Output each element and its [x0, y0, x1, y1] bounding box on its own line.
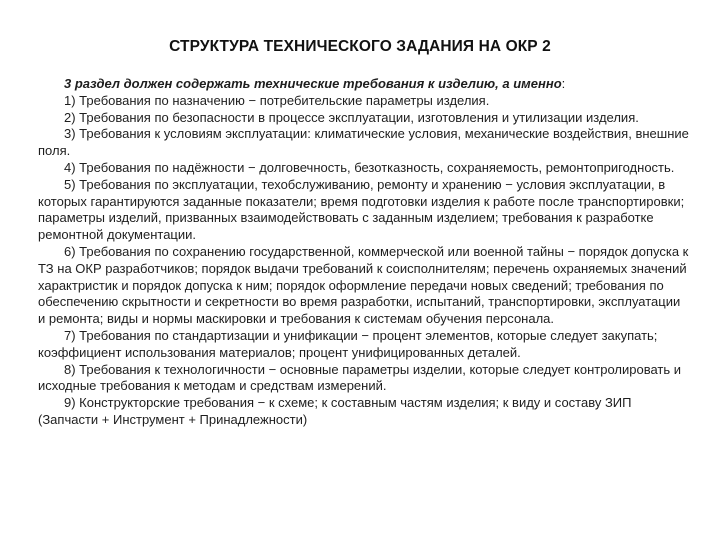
requirement-item-7: 7) Требования по стандартизации и унификации − процент элементов, которые следует закупать; коэффициент использования материалов; процент унифицированных деталей.	[38, 327, 658, 360]
requirement-item-6: 6) Требования по сохранению государственной, коммерческой или военной тайны − порядок допуска к ТЗ на ОКР разработчиков; порядок выдачи требований к соисполнителям; перечень охраняемых значений характристик и порядок допуска к ним; порядок оформление передачи новых сведений; требования по обеспечению скрытности и секретности во время разработки, испытаний, транспортировки, эксплуатации и ремонта; виды и нормы маскировки и требования к системам обучения персонала.	[38, 243, 689, 327]
slide-body	[38, 76, 690, 429]
requirement-item-9: 9) Конструкторские требования − к схеме; к составным частям изделия; к виду и составу ЗИП (Запчасти + Инструмент + Принадлежности)	[38, 395, 632, 427]
intro-colon: :	[561, 76, 566, 91]
requirement-item-8: 8) Требования к технологичности − основные параметры изделии, которые следует контролировать и исходные требования к методам и средствам измерений.	[38, 361, 682, 394]
slide-title: СТРУКТУРА ТЕХНИЧЕСКОГО ЗАДАНИЯ НА ОКР 2	[169, 38, 551, 55]
intro-paragraph	[38, 76, 690, 93]
requirement-item-3: 3) Требования к условиям эксплуатации: климатические условия, механические воздействия, внешние поля.	[38, 126, 689, 159]
requirement-item-1: 1) Требования по назначению − потребительские параметры изделия.	[64, 92, 490, 108]
requirement-item-2: 2) Требования по безопасности в процессе эксплуатации, изготовления и утилизации изделия.	[64, 109, 639, 125]
requirement-item-5: 5) Требования по эксплуатации, техобслуживанию, ремонту и хранению − условия эксплуатации, в которых гарантируются заданные показатели; время подготовки изделия к работе после транспортировки; параметры изделий, призванных взаимодействовать с заданным изделием; требования к разработке ремонтной документации.	[38, 176, 685, 243]
intro-emphasis: 3 раздел должен содержать технические требования к изделию, а именно	[64, 76, 562, 91]
requirement-item-4: 4) Требования по надёжности − долговечность, безотказность, сохраняемость, ремонтопригодность.	[64, 159, 675, 175]
